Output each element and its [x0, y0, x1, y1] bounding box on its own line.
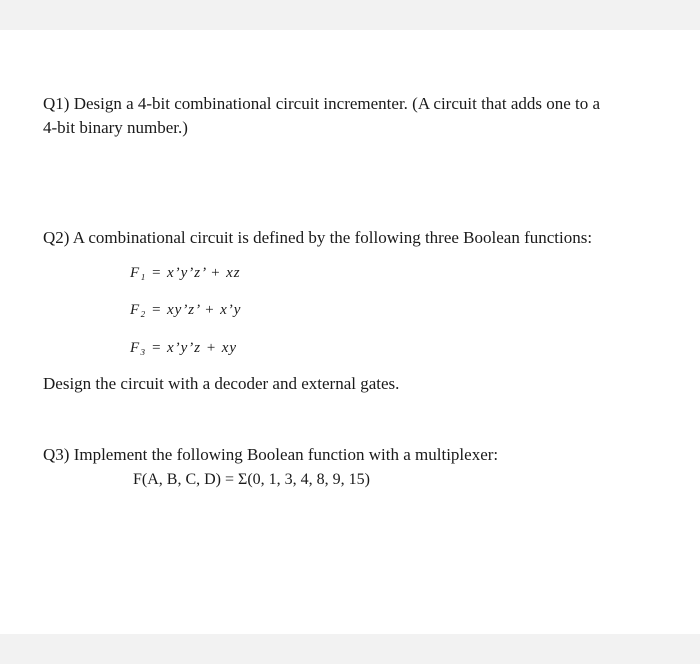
q3-intro: Q3) Implement the following Boolean function with a multiplexer:: [43, 445, 499, 464]
q2-function-f2: F₂ = xy’z’ + x’y: [130, 302, 242, 318]
q3-boolean-function: F(A, B, C, D) = Σ(0, 1, 3, 4, 8, 9, 15): [133, 471, 370, 488]
q2-instruction: Design the circuit with a decoder and external gates.: [43, 374, 400, 393]
q1-text-line-2: 4-bit binary number.): [43, 118, 188, 137]
q2-intro: Q2) A combinational circuit is defined by the following three Boolean functions:: [43, 228, 593, 247]
q1-text-line-1: Q1) Design a 4-bit combinational circuit incrementer. (A circuit that adds one to a: [43, 94, 601, 113]
q2-function-f1: F₁ = x’y’z’ + xz: [130, 265, 241, 281]
q2-function-f3: F₃ = x’y’z + xy: [130, 340, 238, 356]
bottom-margin: [0, 634, 700, 664]
top-margin: [0, 0, 700, 30]
